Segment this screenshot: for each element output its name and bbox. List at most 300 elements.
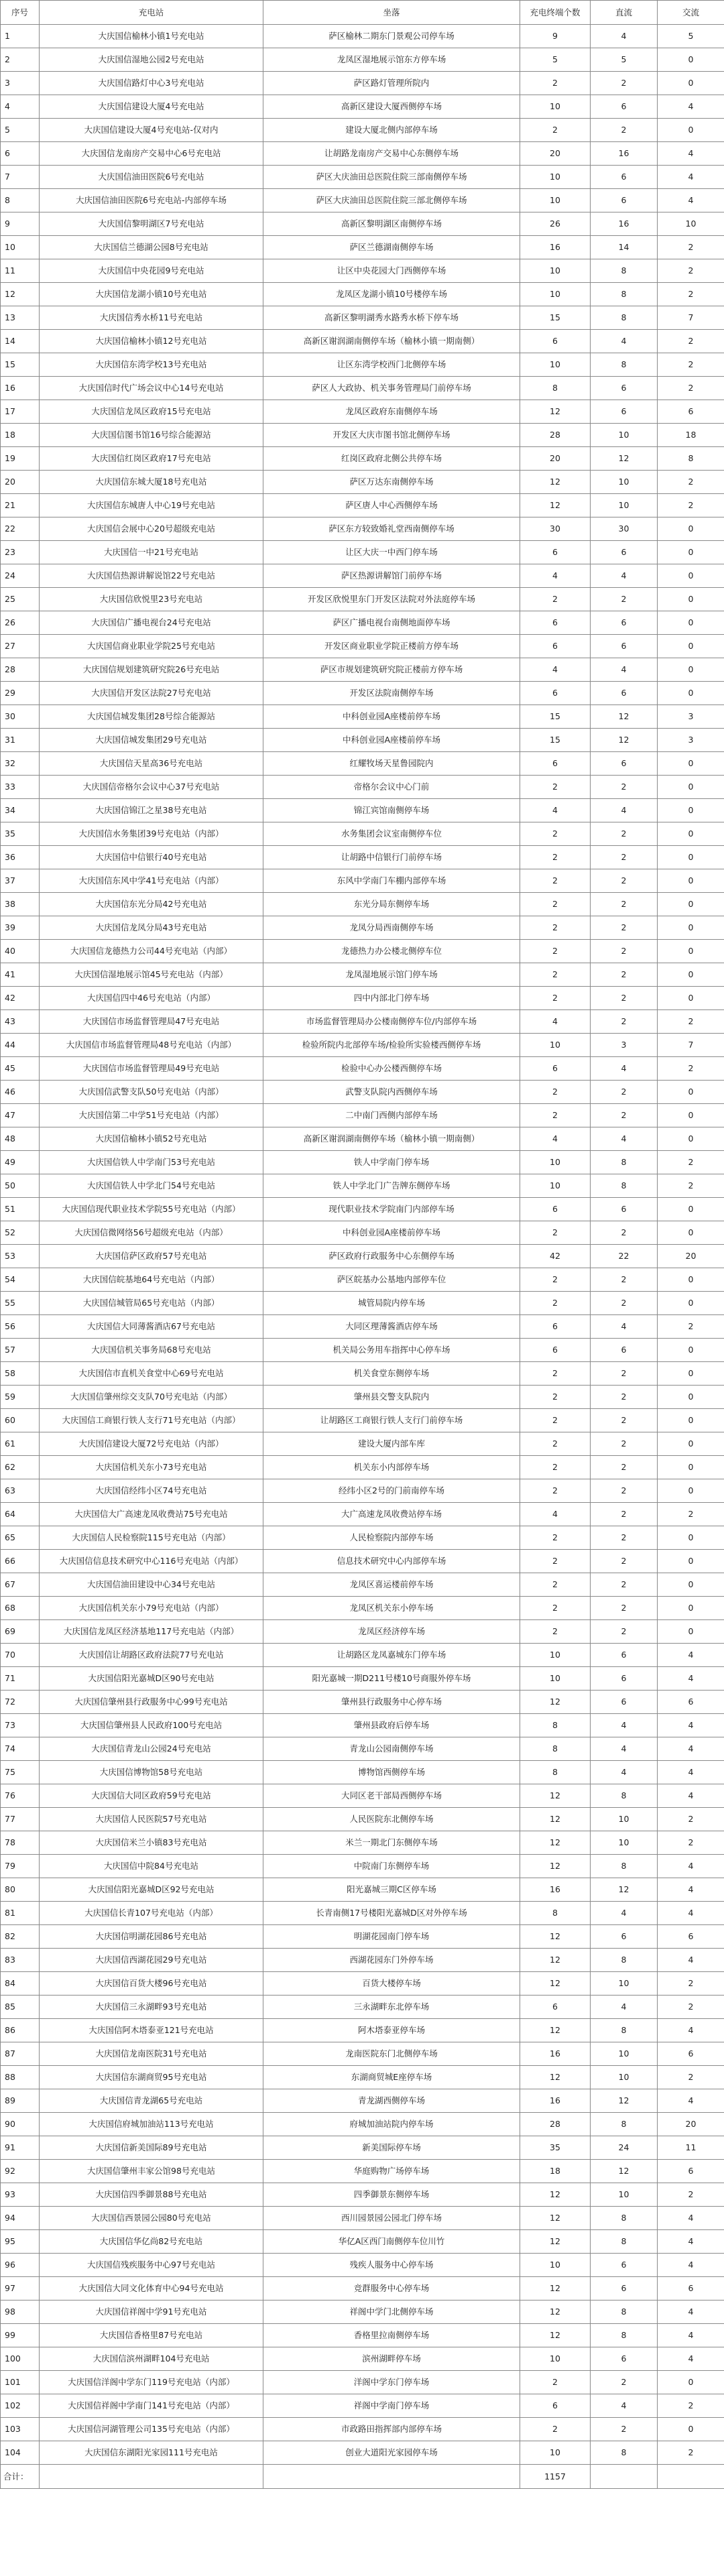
cell-terminal-count: 10: [520, 1151, 591, 1174]
cell-location: 创业大道阳光家园停车场: [263, 2441, 520, 2465]
cell-ac: 6: [658, 2277, 724, 2301]
cell-station: 大庆国信大同区政府59号充电站: [40, 1784, 263, 1808]
cell-ac: 0: [658, 1221, 724, 1245]
cell-station: 大庆国信东湖阳光家园111号充电站: [40, 2441, 263, 2465]
cell-dc: 16: [591, 212, 658, 236]
cell-ac: 4: [658, 142, 724, 166]
cell-index: 37: [1, 869, 40, 893]
cell-index: 96: [1, 2254, 40, 2277]
cell-index: 63: [1, 1479, 40, 1503]
cell-dc: 2: [591, 1292, 658, 1315]
table-row: [1, 799, 724, 822]
cell-index: 58: [1, 1362, 40, 1386]
cell-index: 2: [1, 48, 40, 72]
cell-station: 大庆国信龙凤区经济基地117号充电站（内部）: [40, 1620, 263, 1644]
cell-location: 龙凤分局西南侧停车场: [263, 916, 520, 940]
cell-station: 大庆国信东城大厦18号充电站: [40, 471, 263, 494]
cell-ac: 4: [658, 166, 724, 189]
cell-station: 大庆国信水务集团39号充电站（内部）: [40, 822, 263, 846]
cell-terminal-count: 12: [520, 1831, 591, 1855]
cell-terminal-count: 2: [520, 822, 591, 846]
table-row: [1, 25, 724, 48]
cell-ac: 2: [658, 236, 724, 259]
cell-ac: 6: [658, 2042, 724, 2066]
cell-location: 机关东小内部停车场: [263, 1456, 520, 1479]
cell-dc: 6: [591, 377, 658, 400]
cell-terminal-count: 8: [520, 1902, 591, 1925]
cell-terminal-count: 10: [520, 283, 591, 306]
cell-dc: 8: [591, 1151, 658, 1174]
cell-ac: 0: [658, 963, 724, 987]
cell-location: 青龙湖西侧停车场: [263, 2089, 520, 2113]
cell-index: 79: [1, 1855, 40, 1878]
cell-index: 84: [1, 1972, 40, 1996]
table-row: [1, 1996, 724, 2019]
cell-terminal-count: 10: [520, 166, 591, 189]
cell-station: 大庆国信帝格尔会议中心37号充电站: [40, 776, 263, 799]
cell-location: 萨区皖基办公基地内部停车位: [263, 1268, 520, 1292]
cell-station: 大庆国信人民检察院115号充电站（内部）: [40, 1526, 263, 1550]
cell-index: 104: [1, 2441, 40, 2465]
cell-location: 红岗区政府北侧公共停车场: [263, 447, 520, 471]
total-piles: 1157: [520, 2465, 591, 2489]
cell-location: 龙凤区喜运楼前停车场: [263, 1573, 520, 1597]
cell-station: 大庆国信祥阁中学91号充电站: [40, 2301, 263, 2324]
cell-index: 13: [1, 306, 40, 330]
cell-dc: 10: [591, 2183, 658, 2207]
cell-location: 博物馆西侧停车场: [263, 1761, 520, 1784]
cell-dc: 8: [591, 353, 658, 377]
cell-dc: 8: [591, 259, 658, 283]
cell-dc: 2: [591, 1010, 658, 1034]
cell-location: 高新区谢润湖南侧停车场（榆林小镇一期南侧）: [263, 1127, 520, 1151]
cell-index: 30: [1, 705, 40, 729]
cell-location: 华庭购物广场停车场: [263, 2160, 520, 2183]
table-row: [1, 2160, 724, 2183]
cell-ac: 2: [658, 1831, 724, 1855]
cell-location: 开发区法院南侧停车场: [263, 682, 520, 705]
cell-station: 大庆国信皖基地64号充电站（内部）: [40, 1268, 263, 1292]
cell-dc: 2: [591, 963, 658, 987]
cell-ac: 6: [658, 1925, 724, 1949]
cell-location: 祥阁中学门北侧停车场: [263, 2301, 520, 2324]
cell-ac: 0: [658, 822, 724, 846]
cell-index: 61: [1, 1432, 40, 1456]
table-row: [1, 1081, 724, 1104]
cell-location: 府城加油站院内停车场: [263, 2113, 520, 2136]
table-row: [1, 2347, 724, 2371]
cell-location: 阳光嘉城三期C区停车场: [263, 1878, 520, 1902]
cell-index: 28: [1, 658, 40, 682]
table-row: [1, 1034, 724, 1057]
cell-station: 大庆国信铁人中学北门54号充电站: [40, 1174, 263, 1198]
cell-station: 大庆国信祥阁中学南门141号充电站（内部）: [40, 2394, 263, 2418]
cell-location: 华亿A区西门南侧停车位川竹: [263, 2230, 520, 2254]
cell-location: 三永湖畔东北停车场: [263, 1996, 520, 2019]
cell-dc: 2: [591, 1620, 658, 1644]
cell-dc: 2: [591, 72, 658, 95]
cell-dc: 4: [591, 1761, 658, 1784]
cell-station: 大庆国信东风中学41号充电站（内部）: [40, 869, 263, 893]
cell-station: 大庆国信建设大厦4号充电站-仅对内: [40, 119, 263, 142]
table-row: [1, 189, 724, 212]
cell-dc: 6: [591, 1198, 658, 1221]
cell-ac: 0: [658, 893, 724, 916]
cell-station: 大庆国信微网络56号超级充电站（内部）: [40, 1221, 263, 1245]
cell-dc: 6: [591, 1667, 658, 1691]
cell-index: 64: [1, 1503, 40, 1526]
table-row: [1, 166, 724, 189]
cell-terminal-count: 12: [520, 2066, 591, 2089]
cell-ac: 4: [658, 1902, 724, 1925]
cell-dc: 2: [591, 1081, 658, 1104]
cell-ac: 4: [658, 2347, 724, 2371]
cell-ac: 0: [658, 564, 724, 588]
cell-location: 龙凤区湿地展示馆东方停车场: [263, 48, 520, 72]
cell-location: 铁人中学北门广告牌东侧停车场: [263, 1174, 520, 1198]
cell-station: 大庆国信龙德热力公司44号充电站（内部）: [40, 940, 263, 963]
cell-ac: 0: [658, 987, 724, 1010]
cell-terminal-count: 12: [520, 400, 591, 424]
cell-location: 高新区谢润湖南侧停车场（榆林小镇一期南侧）: [263, 330, 520, 353]
cell-dc: 2: [591, 2418, 658, 2441]
cell-dc: 8: [591, 2019, 658, 2042]
cell-terminal-count: 5: [520, 48, 591, 72]
cell-terminal-count: 42: [520, 1245, 591, 1268]
cell-dc: 14: [591, 236, 658, 259]
cell-index: 31: [1, 729, 40, 752]
cell-index: 89: [1, 2089, 40, 2113]
table-row: [1, 682, 724, 705]
cell-index: 12: [1, 283, 40, 306]
cell-index: 17: [1, 400, 40, 424]
cell-location: 让区东湾学校西门北侧停车场: [263, 353, 520, 377]
cell-location: 开发区欣悦里东门开发区法院对外法庭停车场: [263, 588, 520, 611]
cell-index: 53: [1, 1245, 40, 1268]
cell-location: 大广高速龙凤收费站停车场: [263, 1503, 520, 1526]
cell-index: 60: [1, 1409, 40, 1432]
cell-terminal-count: 2: [520, 588, 591, 611]
cell-ac: 4: [658, 2254, 724, 2277]
cell-terminal-count: 12: [520, 1784, 591, 1808]
cell-dc: 6: [591, 166, 658, 189]
cell-station: 大庆国信萨区政府57号充电站: [40, 1245, 263, 1268]
cell-station: 大庆国信阳光嘉城D区92号充电站: [40, 1878, 263, 1902]
table-row: [1, 1245, 724, 1268]
table-row: [1, 1339, 724, 1362]
table-row: [1, 822, 724, 846]
header-row: [1, 1, 724, 25]
cell-dc: 10: [591, 1808, 658, 1831]
cell-terminal-count: 30: [520, 517, 591, 541]
table-row: [1, 2207, 724, 2230]
cell-location: 城管局院内停车场: [263, 1292, 520, 1315]
cell-location: 建设大厦北侧内部停车场: [263, 119, 520, 142]
table-row: [1, 2066, 724, 2089]
cell-terminal-count: 2: [520, 1292, 591, 1315]
cell-station: 大庆国信铁人中学南门53号充电站: [40, 1151, 263, 1174]
cell-ac: 2: [658, 1996, 724, 2019]
cell-dc: 4: [591, 1737, 658, 1761]
cell-location: 高新区建设大厦西侧停车场: [263, 95, 520, 119]
cell-location: 滨州湖畔停车场: [263, 2347, 520, 2371]
cell-ac: 4: [658, 2207, 724, 2230]
cell-dc: 12: [591, 2160, 658, 2183]
cell-station: 大庆国信榆林小镇52号充电站: [40, 1127, 263, 1151]
cell-terminal-count: 4: [520, 1127, 591, 1151]
cell-location: 四中内部北门停车场: [263, 987, 520, 1010]
cell-terminal-count: 12: [520, 494, 591, 517]
table-row: [1, 2301, 724, 2324]
cell-index: 56: [1, 1315, 40, 1339]
cell-dc: 2: [591, 940, 658, 963]
cell-dc: 2: [591, 1362, 658, 1386]
cell-dc: 2: [591, 1432, 658, 1456]
table-row: [1, 1620, 724, 1644]
cell-terminal-count: 15: [520, 306, 591, 330]
cell-terminal-count: 15: [520, 705, 591, 729]
cell-terminal-count: 8: [520, 1761, 591, 1784]
cell-dc: 2: [591, 1503, 658, 1526]
cell-terminal-count: 12: [520, 2230, 591, 2254]
cell-index: 15: [1, 353, 40, 377]
cell-terminal-count: 10: [520, 353, 591, 377]
cell-station: 大庆国信西景园公园80号充电站: [40, 2207, 263, 2230]
cell-index: 70: [1, 1644, 40, 1667]
cell-index: 83: [1, 1949, 40, 1972]
cell-ac: 0: [658, 1268, 724, 1292]
cell-dc: 2: [591, 1526, 658, 1550]
cell-dc: 10: [591, 2042, 658, 2066]
cell-station: 大庆国信博物馆58号充电站: [40, 1761, 263, 1784]
cell-index: 94: [1, 2207, 40, 2230]
table-row: [1, 2230, 724, 2254]
table-row: [1, 1644, 724, 1667]
cell-index: 75: [1, 1761, 40, 1784]
cell-dc: 12: [591, 729, 658, 752]
table-row: [1, 95, 724, 119]
cell-terminal-count: 10: [520, 2441, 591, 2465]
cell-index: 68: [1, 1597, 40, 1620]
cell-dc: 6: [591, 1925, 658, 1949]
cell-station: 大庆国信大同薄酱酒店67号充电站: [40, 1315, 263, 1339]
cell-station: 大庆国信龙南房产交易中心6号充电站: [40, 142, 263, 166]
cell-station: 大庆国信湿地展示馆45号充电站（内部）: [40, 963, 263, 987]
table-row: [1, 1104, 724, 1127]
cell-index: 69: [1, 1620, 40, 1644]
cell-station: 大庆国信图书馆16号综合能源站: [40, 424, 263, 447]
cell-index: 62: [1, 1456, 40, 1479]
cell-index: 19: [1, 447, 40, 471]
cell-terminal-count: 2: [520, 893, 591, 916]
cell-location: 肇州县交警支队院内: [263, 1386, 520, 1409]
cell-terminal-count: 12: [520, 1855, 591, 1878]
cell-index: 43: [1, 1010, 40, 1034]
cell-location: 祥阁中学南门停车场: [263, 2394, 520, 2418]
cell-ac: 20: [658, 1245, 724, 1268]
cell-ac: 4: [658, 1761, 724, 1784]
cell-dc: 10: [591, 2066, 658, 2089]
cell-terminal-count: 2: [520, 1386, 591, 1409]
cell-location: 萨区大庆油田总医院住院三部南侧停车场: [263, 166, 520, 189]
cell-station: 大庆国信府城加油站113号充电站: [40, 2113, 263, 2136]
cell-location: 大同区老干部局西侧停车场: [263, 1784, 520, 1808]
cell-dc: 4: [591, 1996, 658, 2019]
cell-index: 74: [1, 1737, 40, 1761]
cell-dc: 5: [591, 48, 658, 72]
cell-dc: 3: [591, 1034, 658, 1057]
cell-ac: 4: [658, 2324, 724, 2347]
cell-terminal-count: 12: [520, 2183, 591, 2207]
cell-index: 36: [1, 846, 40, 869]
cell-dc: 2: [591, 1104, 658, 1127]
cell-ac: 4: [658, 1855, 724, 1878]
cell-location: 高新区黎明湖区南侧停车场: [263, 212, 520, 236]
cell-ac: 2: [658, 1808, 724, 1831]
cell-station: 大庆国信明湖花园86号充电站: [40, 1925, 263, 1949]
table-row: [1, 1737, 724, 1761]
cell-location: 龙凤湿地展示馆门停车场: [263, 963, 520, 987]
cell-index: 3: [1, 72, 40, 95]
cell-ac: 4: [658, 1784, 724, 1808]
table-row: [1, 658, 724, 682]
table-row: [1, 564, 724, 588]
cell-terminal-count: 10: [520, 1034, 591, 1057]
cell-ac: 0: [658, 869, 724, 893]
cell-dc: 12: [591, 447, 658, 471]
cell-station: 大庆国信机关事务局68号充电站: [40, 1339, 263, 1362]
cell-dc: 2: [591, 588, 658, 611]
cell-terminal-count: 2: [520, 72, 591, 95]
cell-dc: 22: [591, 1245, 658, 1268]
cell-station: 大庆国信会展中心20号超级充电站: [40, 517, 263, 541]
cell-station: 大庆国信让胡路区政府法院77号充电站: [40, 1644, 263, 1667]
table-row: [1, 1174, 724, 1198]
cell-index: 8: [1, 189, 40, 212]
cell-terminal-count: 4: [520, 564, 591, 588]
cell-dc: 8: [591, 2113, 658, 2136]
cell-ac: 2: [658, 2441, 724, 2465]
cell-location: 龙凤区经济停车场: [263, 1620, 520, 1644]
cell-ac: 5: [658, 25, 724, 48]
cell-station: 大庆国信现代职业技术学院55号充电站（内部）: [40, 1198, 263, 1221]
cell-terminal-count: 2: [520, 1456, 591, 1479]
cell-index: 50: [1, 1174, 40, 1198]
cell-dc: 4: [591, 1057, 658, 1081]
cell-ac: 3: [658, 729, 724, 752]
cell-terminal-count: 10: [520, 189, 591, 212]
table-row: [1, 1456, 724, 1479]
cell-station: 大庆国信肇州县行政服务中心99号充电站: [40, 1691, 263, 1714]
cell-terminal-count: 12: [520, 1691, 591, 1714]
table-row: [1, 541, 724, 564]
cell-index: 55: [1, 1292, 40, 1315]
cell-terminal-count: 12: [520, 471, 591, 494]
cell-location: 萨区东方较致婚礼堂西南侧停车场: [263, 517, 520, 541]
cell-index: 48: [1, 1127, 40, 1151]
cell-index: 1: [1, 25, 40, 48]
cell-dc: 6: [591, 2347, 658, 2371]
cell-index: 45: [1, 1057, 40, 1081]
table-row: [1, 1526, 724, 1550]
cell-location: 高新区黎明湖秀水路秀水桥下停车场: [263, 306, 520, 330]
cell-index: 20: [1, 471, 40, 494]
cell-terminal-count: 12: [520, 1808, 591, 1831]
table-row: [1, 1151, 724, 1174]
cell-location: 洋阁中学东门停车场: [263, 2371, 520, 2394]
cell-index: 22: [1, 517, 40, 541]
cell-index: 21: [1, 494, 40, 517]
cell-index: 91: [1, 2136, 40, 2160]
cell-ac: 0: [658, 1526, 724, 1550]
cell-dc: 10: [591, 424, 658, 447]
table-row: [1, 1808, 724, 1831]
table-row: [1, 1573, 724, 1597]
cell-location: 龙凤区政府东南侧停车场: [263, 400, 520, 424]
cell-location: 二中南门西侧内部停车场: [263, 1104, 520, 1127]
cell-station: 大庆国信城发集团29号充电站: [40, 729, 263, 752]
cell-location: 东光分局东侧停车场: [263, 893, 520, 916]
cell-ac: 2: [658, 2183, 724, 2207]
cell-terminal-count: 12: [520, 2207, 591, 2230]
cell-dc: 8: [591, 306, 658, 330]
cell-ac: 4: [658, 1714, 724, 1737]
cell-location: 让区中央花园大门西侧停车场: [263, 259, 520, 283]
cell-dc: 8: [591, 2230, 658, 2254]
total-label: 合计：: [1, 2465, 40, 2489]
table-row: [1, 2019, 724, 2042]
cell-ac: 0: [658, 1597, 724, 1620]
cell-station: 大庆国信经纬小区74号充电站: [40, 1479, 263, 1503]
cell-location: 中院南门东侧停车场: [263, 1855, 520, 1878]
cell-dc: 2: [591, 1386, 658, 1409]
cell-location: 让胡路龙南房产交易中心东侧停车场: [263, 142, 520, 166]
table-row: [1, 142, 724, 166]
cell-terminal-count: 2: [520, 963, 591, 987]
cell-terminal-count: 4: [520, 1010, 591, 1034]
table-row: [1, 1925, 724, 1949]
cell-station: 大庆国信长青107号充电站（内部）: [40, 1902, 263, 1925]
table-row: [1, 447, 724, 471]
cell-ac: 0: [658, 1339, 724, 1362]
cell-terminal-count: 12: [520, 2019, 591, 2042]
cell-location: 水务集团会议室南侧停车位: [263, 822, 520, 846]
cell-terminal-count: 6: [520, 1339, 591, 1362]
cell-terminal-count: 6: [520, 1315, 591, 1339]
header-ac: 交流: [658, 1, 724, 25]
table-row: [1, 1761, 724, 1784]
cell-location: 阳光嘉城一期D211号楼10号商服外停车场: [263, 1667, 520, 1691]
cell-station: 大庆国信中院84号充电站: [40, 1855, 263, 1878]
header-index: 序号: [1, 1, 40, 25]
cell-terminal-count: 2: [520, 846, 591, 869]
table-row: [1, 471, 724, 494]
cell-index: 92: [1, 2160, 40, 2183]
cell-terminal-count: 2: [520, 869, 591, 893]
table-row: [1, 1479, 724, 1503]
cell-terminal-count: 10: [520, 2347, 591, 2371]
cell-index: 52: [1, 1221, 40, 1245]
cell-dc: 6: [591, 1644, 658, 1667]
table-row: [1, 1315, 724, 1339]
cell-ac: 2: [658, 259, 724, 283]
table-row: [1, 2394, 724, 2418]
cell-location: 市场监督管理局办公楼南侧停车位/内部停车场: [263, 1010, 520, 1034]
table-row: [1, 1972, 724, 1996]
cell-index: 39: [1, 916, 40, 940]
cell-station: 大庆国信欣悦里23号充电站: [40, 588, 263, 611]
cell-index: 25: [1, 588, 40, 611]
